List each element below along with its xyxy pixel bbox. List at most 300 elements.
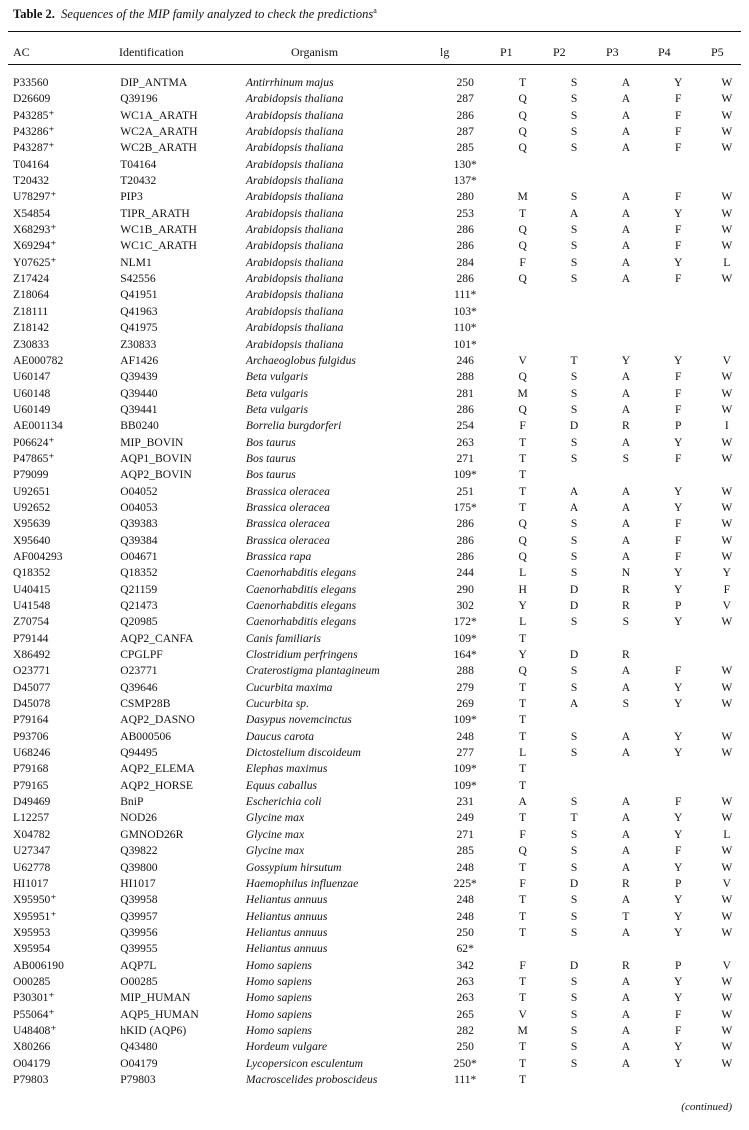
- p3-cell: A: [621, 860, 631, 874]
- p3-cell: A: [621, 517, 631, 531]
- length-cell: 265: [456, 1007, 474, 1021]
- identification-cell: AB000506: [120, 729, 172, 743]
- p3-cell: [600, 287, 652, 303]
- identification-cell: O00285: [120, 974, 158, 988]
- organism-cell: Arabidopsis thaliana: [245, 206, 344, 220]
- length-cell: 263: [456, 974, 474, 988]
- organism-cell: Gossypium hirsutum: [245, 860, 342, 874]
- p1-cell: Q: [518, 239, 527, 253]
- p2-cell: T: [570, 811, 578, 825]
- p1-cell: [497, 173, 548, 189]
- accession-cell: O04179: [13, 1056, 51, 1070]
- p5-cell: L: [723, 827, 731, 841]
- length-cell: 269: [456, 697, 474, 711]
- p4-cell: F: [674, 1023, 682, 1037]
- identification-cell: Q41951: [120, 288, 158, 302]
- p3-cell: A: [621, 76, 631, 89]
- length-cell: 290: [456, 582, 474, 596]
- p5-cell: W: [721, 549, 733, 563]
- p3-cell: A: [621, 239, 631, 253]
- p3-cell: A: [621, 500, 631, 514]
- p2-cell: S: [570, 729, 578, 743]
- organism-cell: Arabidopsis thaliana: [245, 255, 344, 269]
- identification-cell: HI1017: [120, 876, 156, 890]
- p3-cell: A: [621, 125, 631, 139]
- organism-cell: Homo sapiens: [245, 958, 312, 972]
- length-cell: 250: [456, 1040, 474, 1054]
- p2-cell: S: [570, 190, 578, 204]
- table-row: [0, 1023, 749, 1039]
- organism-cell: Antirrhinum majus: [245, 76, 334, 89]
- p2-cell: [548, 712, 600, 728]
- p1-cell: [497, 337, 548, 353]
- accession-cell: D49469: [13, 795, 51, 809]
- p1-cell: M: [517, 1023, 528, 1037]
- accession-cell: X80266: [13, 1040, 51, 1054]
- table-row: [0, 1039, 749, 1055]
- p1-cell: T: [519, 697, 527, 711]
- organism-cell: Brassica oleracea: [245, 517, 330, 531]
- table-row: [0, 712, 749, 728]
- p4-cell: F: [674, 108, 682, 122]
- identification-cell: CSMP28B: [120, 697, 171, 711]
- p3-cell: A: [621, 925, 631, 939]
- table-row: [0, 304, 749, 320]
- identification-cell: CPGLPF: [120, 648, 163, 662]
- header-rule: [8, 64, 741, 65]
- p2-cell: S: [570, 92, 578, 106]
- organism-cell: Lycopersicon esculentum: [245, 1056, 364, 1070]
- identification-cell: AQP2_ELEMA: [120, 762, 195, 776]
- header-p3: P3: [606, 45, 619, 59]
- table-row: [0, 1072, 749, 1088]
- length-cell: 111*: [454, 1072, 477, 1086]
- length-cell: 225*: [453, 876, 477, 890]
- organism-cell: Beta vulgaris: [245, 370, 309, 384]
- identification-cell: Q94495: [120, 746, 158, 760]
- accession-cell: P79099: [13, 468, 49, 482]
- p1-cell: T: [519, 435, 527, 449]
- accession-cell: P79168: [13, 762, 49, 776]
- p2-cell: S: [570, 566, 578, 580]
- p2-cell: S: [570, 909, 578, 923]
- organism-cell: Arabidopsis thaliana: [245, 157, 344, 171]
- accession-cell: X69294⁺: [13, 239, 57, 253]
- table-row: [0, 909, 749, 925]
- p5-cell: W: [721, 451, 733, 465]
- p5-cell: W: [721, 746, 733, 760]
- accession-cell: HI1017: [13, 876, 49, 890]
- identification-cell: WC2B_ARATH: [120, 141, 197, 155]
- p5-cell: W: [721, 92, 733, 106]
- identification-cell: T20432: [120, 174, 157, 188]
- length-cell: 277: [456, 746, 474, 760]
- length-cell: 101*: [453, 337, 477, 351]
- p1-cell: F: [519, 419, 526, 433]
- accession-cell: U41548: [13, 599, 51, 612]
- table-row: [0, 925, 749, 941]
- length-cell: 164*: [453, 648, 477, 662]
- p1-cell: F: [519, 876, 526, 890]
- p5-cell: W: [721, 1056, 733, 1070]
- p2-cell: [548, 173, 600, 189]
- length-cell: 110*: [453, 321, 477, 335]
- p5-cell: W: [721, 190, 733, 204]
- p5-cell: [705, 304, 749, 320]
- p4-cell: [652, 761, 705, 777]
- identification-cell: NLM1: [120, 255, 152, 269]
- organism-cell: Arabidopsis thaliana: [245, 239, 344, 253]
- p3-cell: [600, 631, 652, 647]
- p4-cell: [652, 631, 705, 647]
- p5-cell: [705, 320, 749, 336]
- identification-cell: hKID (AQP6): [120, 1023, 187, 1037]
- p1-cell: F: [519, 827, 526, 841]
- identification-cell: Q39383: [120, 517, 158, 531]
- p5-cell: [705, 778, 749, 794]
- p5-cell: W: [721, 1023, 733, 1037]
- p2-cell: S: [570, 108, 578, 122]
- p4-cell: Y: [674, 729, 683, 743]
- table-caption: [13, 6, 377, 22]
- organism-cell: Heliantus annuus: [245, 909, 328, 923]
- identification-cell: Q39956: [120, 925, 158, 939]
- organism-cell: Canis familiaris: [245, 631, 321, 645]
- accession-cell: X54854: [13, 206, 51, 220]
- p3-cell: [600, 173, 652, 189]
- p1-cell: [497, 287, 548, 303]
- accession-cell: P06624⁺: [13, 435, 55, 449]
- accession-cell: Z18111: [13, 304, 49, 318]
- organism-cell: Haemophilus influenzae: [245, 876, 359, 890]
- table-row: [0, 647, 749, 663]
- length-cell: 109*: [453, 468, 477, 482]
- sequence-table: [0, 75, 749, 1088]
- p4-cell: [652, 157, 705, 173]
- p2-cell: [548, 304, 600, 320]
- organism-cell: Homo sapiens: [245, 974, 312, 988]
- p2-cell: S: [570, 402, 578, 416]
- organism-cell: Homo sapiens: [245, 1007, 312, 1021]
- table-row: [0, 745, 749, 761]
- organism-cell: Cucurbita maxima: [245, 680, 333, 694]
- p3-cell: A: [621, 1040, 631, 1054]
- p5-cell: F: [723, 582, 731, 596]
- p3-cell: A: [621, 386, 631, 400]
- identification-cell: O04179: [120, 1056, 158, 1070]
- accession-cell: O23771: [13, 664, 51, 678]
- length-cell: 280: [456, 190, 474, 204]
- identification-cell: BniP: [120, 795, 144, 809]
- p2-cell: D: [569, 876, 579, 890]
- organism-cell: Brassica oleracea: [245, 533, 330, 547]
- p4-cell: Y: [674, 1056, 683, 1070]
- header-lg: lg: [440, 45, 450, 59]
- p4-cell: F: [674, 1007, 682, 1021]
- identification-cell: AQP5_HUMAN: [120, 1007, 199, 1021]
- p3-cell: [600, 761, 652, 777]
- length-cell: 282: [456, 1023, 474, 1037]
- p4-cell: Y: [674, 893, 683, 907]
- p1-cell: T: [519, 451, 527, 465]
- p1-cell: T: [519, 729, 527, 743]
- p2-cell: [548, 1072, 600, 1088]
- p1-cell: Q: [518, 370, 527, 384]
- length-cell: 286: [456, 517, 474, 531]
- length-cell: 263: [456, 435, 474, 449]
- table-row: [0, 75, 749, 91]
- p4-cell: Y: [674, 680, 683, 694]
- p2-cell: S: [570, 795, 578, 809]
- organism-cell: Borrelia burgdorferi: [245, 419, 342, 433]
- table-row: [0, 124, 749, 140]
- length-cell: 103*: [453, 304, 477, 318]
- p2-cell: S: [570, 533, 578, 547]
- p3-cell: N: [621, 566, 631, 580]
- identification-cell: Q39440: [120, 386, 158, 400]
- p2-cell: S: [570, 239, 578, 253]
- accession-cell: X95950⁺: [13, 893, 57, 907]
- p1-cell: T: [519, 811, 527, 825]
- length-cell: 285: [456, 141, 474, 155]
- p5-cell: W: [721, 860, 733, 874]
- p4-cell: [652, 173, 705, 189]
- p4-cell: [652, 647, 705, 663]
- organism-cell: Equus caballus: [245, 778, 318, 792]
- p4-cell: Y: [674, 991, 683, 1005]
- identification-cell: WC1B_ARATH: [120, 223, 197, 237]
- length-cell: 284: [456, 255, 474, 269]
- length-cell: 342: [456, 958, 474, 972]
- organism-cell: Arabidopsis thaliana: [245, 304, 344, 318]
- organism-cell: Daucus carota: [245, 729, 315, 743]
- p1-cell: T: [519, 631, 527, 645]
- p1-cell: Q: [518, 92, 527, 106]
- p3-cell: A: [621, 92, 631, 106]
- p5-cell: W: [721, 974, 733, 988]
- table-row: [0, 353, 749, 369]
- p4-cell: F: [674, 239, 682, 253]
- p5-cell: V: [722, 353, 731, 367]
- accession-cell: AB006190: [13, 958, 64, 972]
- length-cell: 172*: [453, 615, 477, 629]
- length-cell: 285: [456, 844, 474, 858]
- p5-cell: I: [724, 419, 729, 433]
- organism-cell: Brassica rapa: [245, 549, 312, 563]
- organism-cell: Arabidopsis thaliana: [245, 223, 344, 237]
- p3-cell: A: [621, 190, 631, 204]
- p5-cell: W: [721, 370, 733, 384]
- table-row: [0, 582, 749, 598]
- length-cell: 248: [456, 860, 474, 874]
- p5-cell: W: [721, 386, 733, 400]
- p4-cell: [652, 304, 705, 320]
- p3-cell: A: [621, 1056, 631, 1070]
- table-row: [0, 549, 749, 565]
- p2-cell: A: [569, 500, 579, 514]
- p1-cell: T: [519, 500, 527, 514]
- table-row: [0, 108, 749, 124]
- table-row: [0, 91, 749, 107]
- table-row: [0, 467, 749, 483]
- table-row: [0, 974, 749, 990]
- p2-cell: S: [570, 974, 578, 988]
- accession-cell: Q18352: [13, 566, 51, 580]
- identification-cell: O04052: [120, 484, 158, 498]
- length-cell: 250*: [453, 1056, 477, 1070]
- p2-cell: S: [570, 664, 578, 678]
- p5-cell: [705, 1072, 749, 1088]
- p5-cell: W: [721, 533, 733, 547]
- identification-cell: Q21159: [120, 582, 158, 596]
- length-cell: 111*: [454, 288, 477, 302]
- p4-cell: Y: [674, 76, 683, 89]
- identification-cell: Q39384: [120, 533, 158, 547]
- length-cell: 286: [456, 272, 474, 286]
- organism-cell: Beta vulgaris: [245, 386, 309, 400]
- p2-cell: S: [570, 76, 578, 89]
- length-cell: 109*: [453, 762, 477, 776]
- length-cell: 287: [456, 92, 474, 106]
- length-cell: 130*: [453, 157, 477, 171]
- identification-cell: Q39800: [120, 860, 158, 874]
- p5-cell: V: [722, 876, 731, 890]
- organism-cell: Caenorhabditis elegans: [245, 582, 357, 596]
- p5-cell: [705, 941, 749, 957]
- p2-cell: S: [570, 141, 578, 155]
- accession-cell: L12257: [13, 811, 50, 825]
- table-row: [0, 271, 749, 287]
- identification-cell: WC1C_ARATH: [120, 239, 197, 253]
- organism-cell: Hordeum vulgare: [245, 1040, 328, 1054]
- table-row: [0, 157, 749, 173]
- accession-cell: X04782: [13, 827, 51, 841]
- p4-cell: Y: [674, 500, 683, 514]
- table-row: [0, 990, 749, 1006]
- identification-cell: Q41963: [120, 304, 158, 318]
- p5-cell: W: [721, 125, 733, 139]
- p1-cell: Q: [518, 108, 527, 122]
- accession-cell: P93706: [13, 729, 49, 743]
- organism-cell: Arabidopsis thaliana: [245, 125, 344, 139]
- p4-cell: [652, 287, 705, 303]
- accession-cell: U60147: [13, 370, 51, 384]
- accession-cell: Z70754: [13, 615, 50, 629]
- p3-cell: R: [622, 648, 630, 662]
- p2-cell: S: [570, 1056, 578, 1070]
- p2-cell: [548, 941, 600, 957]
- length-cell: 254: [456, 419, 474, 433]
- p1-cell: L: [519, 615, 527, 629]
- accession-cell: X68293⁺: [13, 223, 57, 237]
- identification-cell: AQP1_BOVIN: [120, 451, 192, 465]
- accession-cell: D26609: [13, 92, 51, 106]
- accession-cell: Z18142: [13, 321, 50, 335]
- length-cell: 302: [456, 599, 474, 612]
- p2-cell: A: [569, 484, 579, 498]
- length-cell: 286: [456, 402, 474, 416]
- p4-cell: Y: [674, 827, 683, 841]
- p4-cell: F: [674, 190, 682, 204]
- accession-cell: U27347: [13, 844, 51, 858]
- p5-cell: W: [721, 795, 733, 809]
- p2-cell: [548, 778, 600, 794]
- length-cell: 286: [456, 223, 474, 237]
- p5-cell: W: [721, 435, 733, 449]
- length-cell: 287: [456, 125, 474, 139]
- p5-cell: W: [721, 844, 733, 858]
- accession-cell: AF004293: [13, 549, 63, 563]
- length-cell: 62*: [456, 942, 474, 956]
- identification-cell: Q21473: [120, 599, 158, 612]
- accession-cell: X86492: [13, 648, 51, 662]
- table-row: [0, 827, 749, 843]
- organism-cell: Beta vulgaris: [245, 402, 309, 416]
- p1-cell: T: [519, 860, 527, 874]
- p1-cell: T: [519, 893, 527, 907]
- p1-cell: T: [519, 762, 527, 776]
- identification-cell: Q39439: [120, 370, 158, 384]
- p4-cell: F: [674, 386, 682, 400]
- p5-cell: W: [721, 402, 733, 416]
- length-cell: 288: [456, 370, 474, 384]
- table-row: [0, 418, 749, 434]
- p5-cell: W: [721, 108, 733, 122]
- p3-cell: S: [622, 451, 630, 465]
- p1-cell: L: [519, 746, 527, 760]
- p2-cell: A: [569, 697, 579, 711]
- table-row: [0, 565, 749, 581]
- p5-cell: [705, 631, 749, 647]
- accession-cell: T20432: [13, 174, 50, 188]
- length-cell: 286: [456, 108, 474, 122]
- p4-cell: Y: [674, 860, 683, 874]
- organism-cell: Brassica oleracea: [245, 484, 330, 498]
- p5-cell: W: [721, 697, 733, 711]
- accession-cell: X95954: [13, 942, 51, 956]
- identification-cell: AQP2_DASNO: [120, 713, 195, 727]
- p2-cell: D: [569, 648, 579, 662]
- table-row: [0, 238, 749, 254]
- length-cell: 286: [456, 533, 474, 547]
- identification-cell: WC2A_ARATH: [120, 125, 198, 139]
- accession-cell: AE001134: [13, 419, 63, 433]
- header-p1: P1: [500, 45, 513, 59]
- identification-cell: T04164: [120, 157, 157, 171]
- identification-cell: AQP7L: [120, 958, 157, 972]
- p3-cell: A: [621, 991, 631, 1005]
- p1-cell: T: [519, 468, 527, 482]
- p1-cell: T: [519, 1072, 527, 1086]
- p1-cell: Y: [518, 599, 527, 612]
- p4-cell: F: [674, 795, 682, 809]
- identification-cell: Q39441: [120, 402, 158, 416]
- table-row: [0, 941, 749, 957]
- p1-cell: Y: [518, 648, 527, 662]
- p4-cell: Y: [674, 566, 683, 580]
- p3-cell: [600, 304, 652, 320]
- length-cell: 244: [456, 566, 474, 580]
- p1-cell: F: [519, 255, 526, 269]
- table-row: [0, 663, 749, 679]
- p2-cell: D: [569, 599, 579, 612]
- p2-cell: S: [570, 386, 578, 400]
- accession-cell: U62778: [13, 860, 51, 874]
- table-row: [0, 484, 749, 500]
- organism-cell: Elephas maximus: [245, 762, 328, 776]
- p3-cell: A: [621, 746, 631, 760]
- p1-cell: Q: [518, 549, 527, 563]
